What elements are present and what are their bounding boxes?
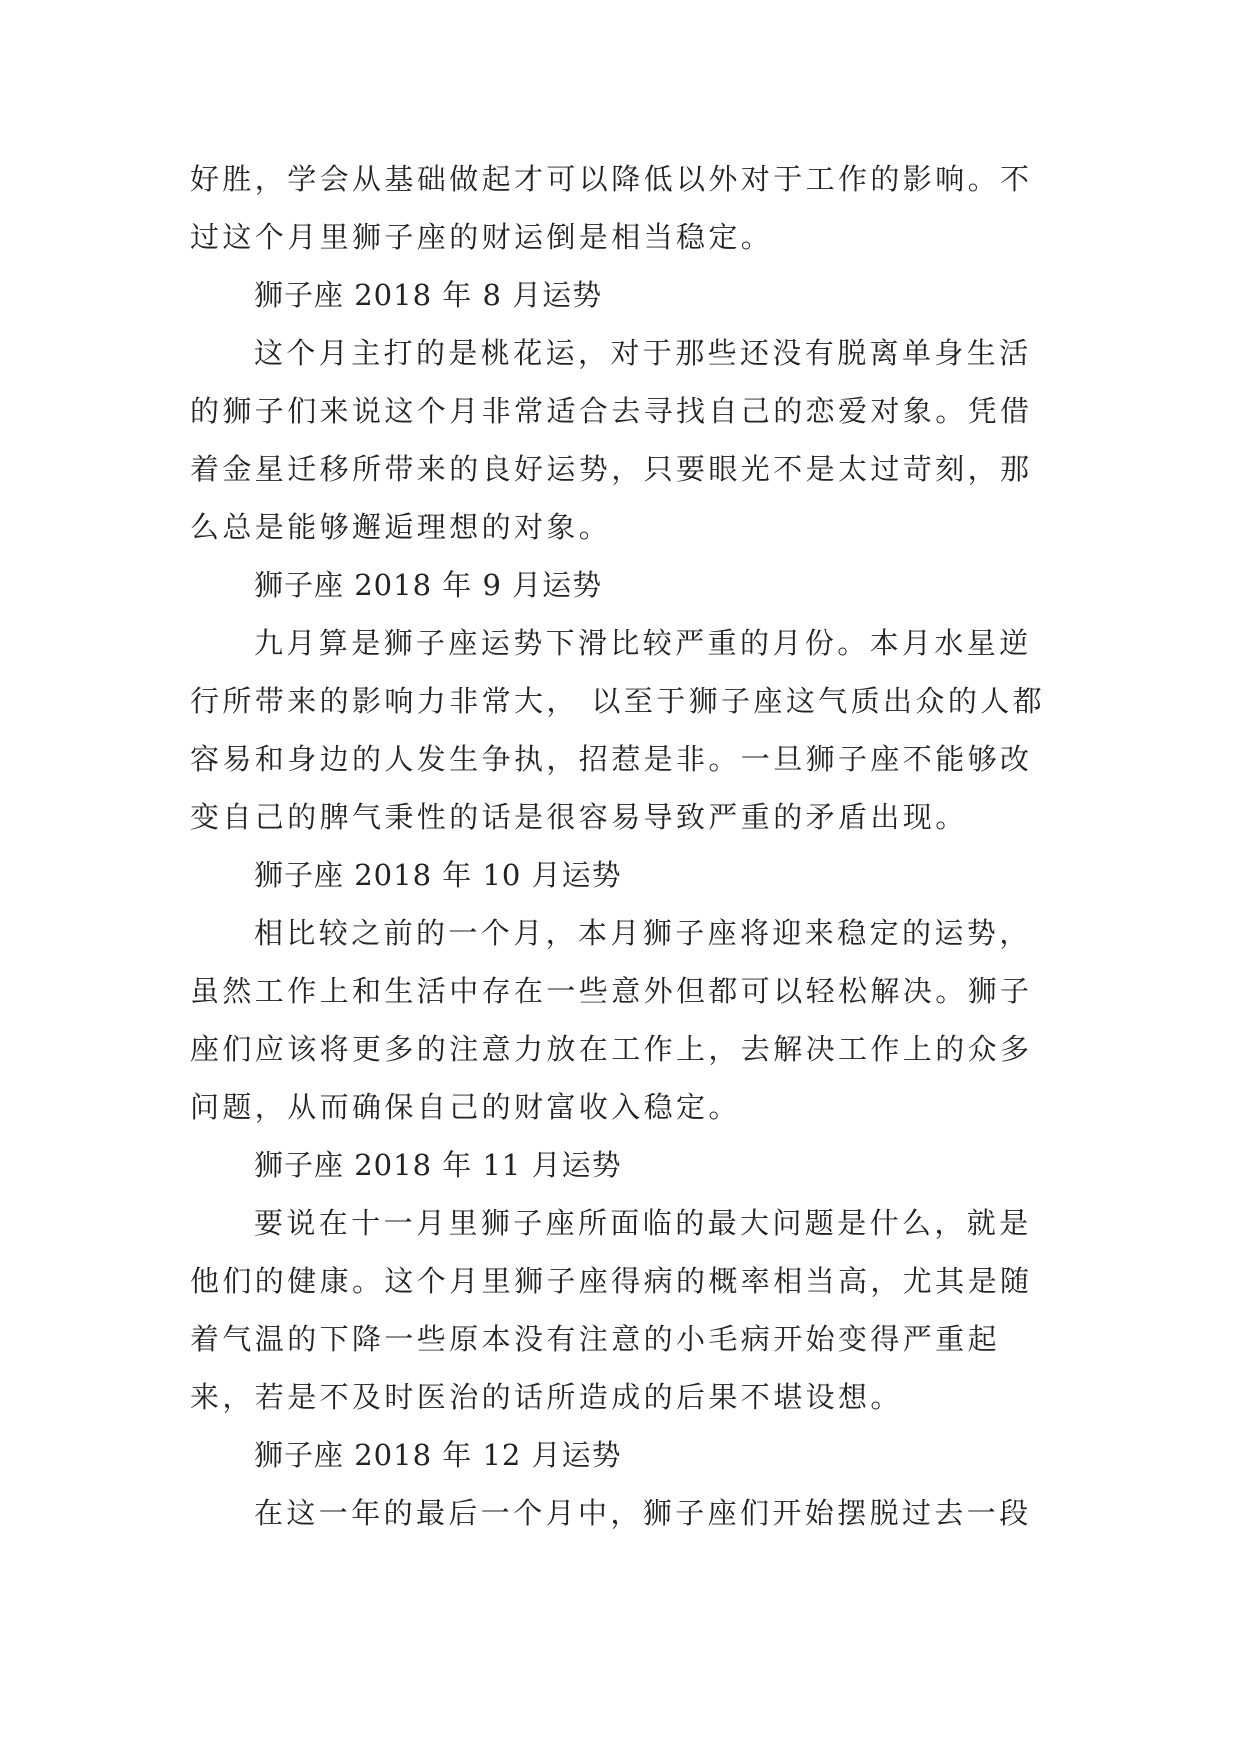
section-heading-august: 狮子座 2018 年 8 月运势 [254, 278, 603, 312]
section-heading-october: 狮子座 2018 年 10 月运势 [254, 858, 622, 892]
paragraph-october: 相比较之前的一个月，本月狮子座将迎来稳定的运势，虽然工作上和生活中存在一些意外但都可以轻松解决。狮子座们应该将更多的注意力放在工作上，去解决工作上的众多问题，从而确保自己的财富收入稳定。 [190, 916, 1033, 1124]
paragraph-august: 这个月主打的是桃花运，对于那些还没有脱离单身生活的狮子们来说这个月非常适合去寻找自己的恋爱对象。凭借着金星迁移所带来的良好运势，只要眼光不是太过苛刻，那么总是能够邂逅理想的对象。 [190, 336, 1033, 544]
section-heading-december: 狮子座 2018 年 12 月运势 [254, 1438, 622, 1472]
paragraph-continued: 好胜，学会从基础做起才可以降低以外对于工作的影响。不过这个月里狮子座的财运倒是相当稳定。 [190, 162, 1033, 254]
paragraph-december: 在这一年的最后一个月中，狮子座们开始摆脱过去一段 [254, 1496, 1032, 1530]
section-heading-november: 狮子座 2018 年 11 月运势 [254, 1148, 622, 1182]
paragraph-september: 九月算是狮子座运势下滑比较严重的月份。本月水星逆行所带来的影响力非常大， 以至于狮子座这气质出众的人都容易和身边的人发生争执，招惹是非。一旦狮子座不能够改变自己的脾气秉性的话是很容易导致严重的矛盾出现。 [190, 626, 1046, 834]
paragraph-november: 要说在十一月里狮子座所面临的最大问题是什么，就是他们的健康。这个月里狮子座得病的概率相当高，尤其是随着气温的下降一些原本没有注意的小毛病开始变得严重起来，若是不及时医治的话所造成的后果不堪设想。 [190, 1206, 1033, 1414]
section-heading-september: 狮子座 2018 年 9 月运势 [254, 568, 603, 602]
document-body [190, 150, 1052, 1542]
